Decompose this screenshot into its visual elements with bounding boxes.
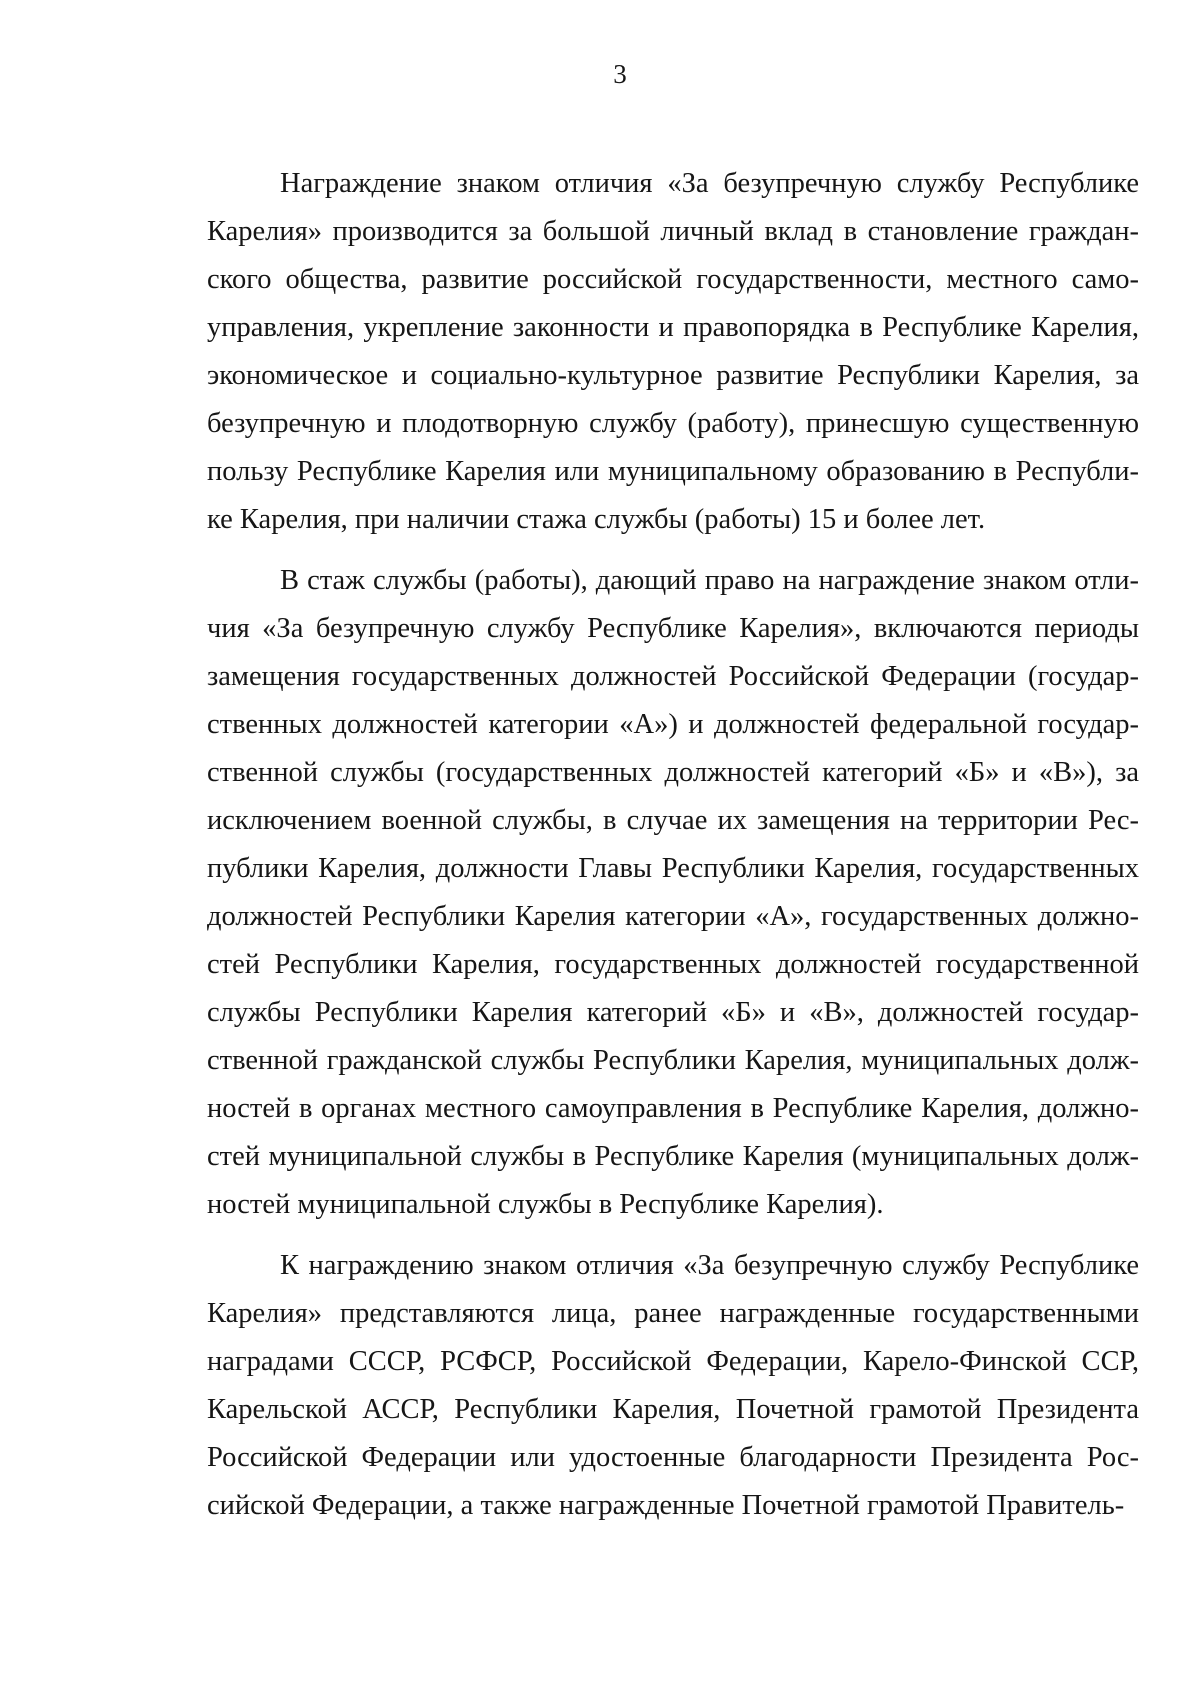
text-line: Награждение знаком отличия «За безупречную службу Республике (280, 168, 1139, 199)
paragraph (207, 1242, 1139, 1530)
text-line: замещения государственных должностей Российской Федерации (государ- (207, 661, 1139, 692)
text-line: сийской Федерации, а также награжденные Почетной грамотой Правитель- (207, 1490, 1125, 1521)
text-line: публики Карелия, должности Главы Республики Карелия, государственных (207, 853, 1139, 884)
text-line: Карельской АССР, Республики Карелия, Почетной грамотой Президента (207, 1394, 1139, 1425)
text-line: В стаж службы (работы), дающий право на награждение знаком отли- (280, 565, 1139, 596)
text-line: Карелия» производится за большой личный вклад в становление граждан- (207, 216, 1139, 247)
text-line: ке Карелия, при наличии стажа службы (работы) 15 и более лет. (207, 504, 986, 535)
text-line: ственной гражданской службы Республики Карелия, муниципальных долж- (207, 1045, 1139, 1076)
text-line: управления, укрепление законности и правопорядка в Республике Карелия, (207, 312, 1139, 343)
text-line: ственной службы (государственных должностей категорий «Б» и «В»), за (207, 757, 1139, 788)
text-line: ского общества, развитие российской государственности, местного само- (207, 264, 1139, 295)
text-line: наградами СССР, РСФСР, Российской Федерации, Карело-Финской ССР, (207, 1346, 1139, 1377)
text-line: пользу Республике Карелия или муниципальному образованию в Республи- (207, 456, 1139, 487)
text-line: Российской Федерации или удостоенные благодарности Президента Рос- (207, 1442, 1139, 1473)
page-number: 3 (613, 59, 627, 89)
text-line: К награждению знаком отличия «За безупречную службу Республике (280, 1250, 1139, 1281)
text-line: ностей в органах местного самоуправления в Республике Карелия, должно- (207, 1093, 1139, 1124)
text-line: чия «За безупречную службу Республике Карелия», включаются периоды (207, 613, 1139, 644)
text-line: должностей Республики Карелия категории «А», государственных должно- (207, 901, 1139, 932)
paragraph (207, 557, 1139, 1229)
text-line: исключением военной службы, в случае их замещения на территории Рес- (207, 805, 1139, 836)
text-line: ностей муниципальной службы в Республике Карелия). (207, 1189, 884, 1220)
text-line: экономическое и социально-культурное развитие Республики Карелия, за (207, 360, 1139, 391)
text-line: Карелия» представляются лица, ранее награжденные государственными (207, 1298, 1139, 1329)
text-line: безупречную и плодотворную службу (работу), принесшую существенную (207, 408, 1139, 439)
text-line: стей Республики Карелия, государственных должностей государственной (207, 949, 1139, 980)
paragraph (207, 160, 1139, 544)
text-line: службы Республики Карелия категорий «Б» и «В», должностей государ- (207, 997, 1139, 1028)
document-body (207, 160, 1139, 1543)
text-line: ственных должностей категории «А») и должностей федеральной государ- (207, 709, 1139, 740)
text-line: стей муниципальной службы в Республике Карелия (муниципальных долж- (207, 1141, 1139, 1172)
